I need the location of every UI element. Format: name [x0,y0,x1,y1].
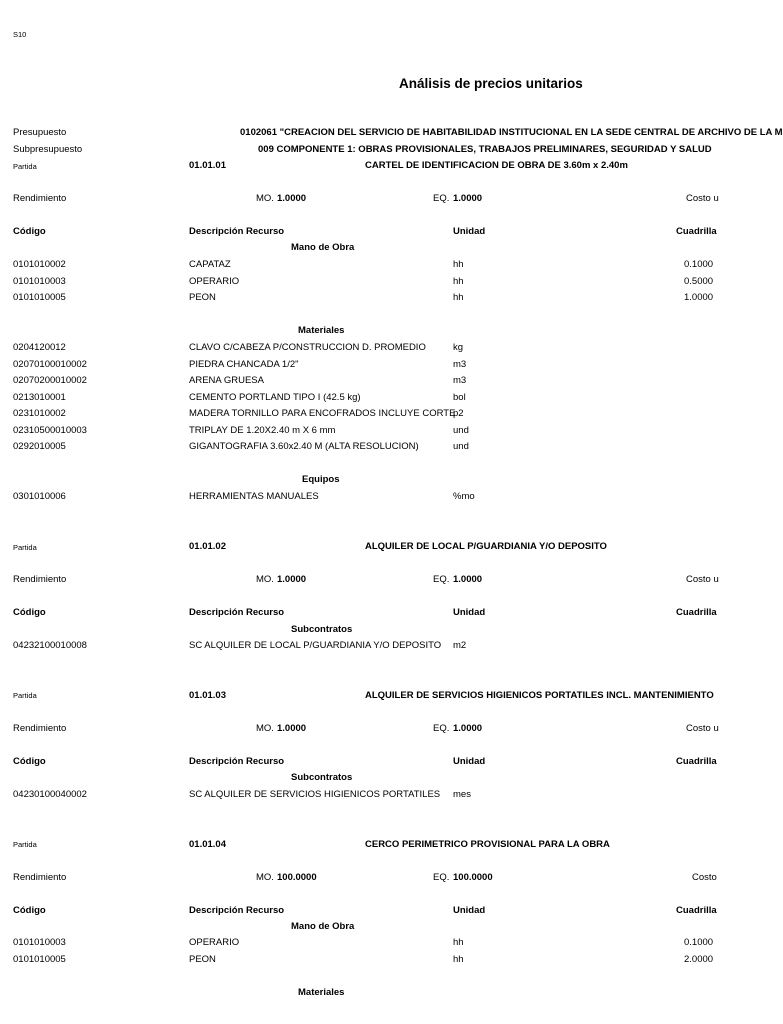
partida-code: 01.01.02 [189,541,226,552]
row-unidad: m3 [453,375,467,386]
row-cuadrilla: 2.0000 [684,954,714,965]
row-descripcion: CLAVO C/CABEZA P/CONSTRUCCION D. PROMEDIO [189,342,426,353]
row-codigo: 0101010005 [13,954,66,965]
row-descripcion: TRIPLAY DE 1.20X2.40 m X 6 mm [189,425,336,436]
row-codigo: 0301010006 [13,491,66,502]
row-descripcion: PEON [189,954,216,965]
eq-value: 1.0000 [453,723,483,734]
partida-name: CERCO PERIMETRICO PROVISIONAL PARA LA OBRA [365,839,610,850]
section-mano-de-obra: Mano de Obra [291,242,355,253]
row-descripcion: GIGANTOGRAFIA 3.60x2.40 M (ALTA RESOLUCION) [189,441,419,452]
row-codigo: 04230100040002 [13,789,87,800]
eq-label: EQ. [433,574,450,585]
col-header-cuadrilla: Cuadrilla [676,226,717,237]
row-codigo: 0292010005 [13,441,66,452]
row-codigo: 0101010003 [13,276,66,287]
row-descripcion: PIEDRA CHANCADA 1/2" [189,359,299,370]
page-title: Análisis de precios unitarios [399,76,583,91]
presupuesto-label: Presupuesto [13,127,67,138]
partida-label: Partida [13,162,37,171]
partida-name: ALQUILER DE SERVICIOS HIGIENICOS PORTATILES INCL. MANTENIMIENTO [365,690,714,701]
row-unidad: hh [453,259,464,270]
row-unidad: und [453,441,469,452]
row-unidad: hh [453,937,464,948]
presupuesto-value: 0102061 "CREACION DEL SERVICIO DE HABITABILIDAD INSTITUCIONAL EN LA SEDE CENTRAL DE ARCHIVO DE LA M [240,127,783,138]
section-subcontratos: Subcontratos [291,624,353,635]
col-header-cuadrilla: Cuadrilla [676,607,717,618]
eq-label: EQ. [433,872,450,883]
row-codigo: 02070200010002 [13,375,87,386]
row-descripcion: HERRAMIENTAS MANUALES [189,491,319,502]
section-equipos: Equipos [302,474,340,485]
col-header-descripcion: Descripción Recurso [189,905,285,916]
partida-code: 01.01.01 [189,160,226,171]
row-descripcion: OPERARIO [189,937,240,948]
partida-label: Partida [13,840,37,849]
row-descripcion: ARENA GRUESA [189,375,264,386]
partida-name: ALQUILER DE LOCAL P/GUARDIANIA Y/O DEPOSITO [365,541,607,552]
rendimiento-label: Rendimiento [13,872,67,883]
costo-label: Costo u [686,723,719,734]
mo-value: 1.0000 [277,723,307,734]
row-descripcion: CEMENTO PORTLAND TIPO I (42.5 kg) [189,392,361,403]
row-cuadrilla: 0.1000 [684,937,714,948]
row-codigo: 0213010001 [13,392,66,403]
row-unidad: hh [453,292,464,303]
row-descripcion: MADERA TORNILLO PARA ENCOFRADOS INCLUYE CORTE [189,408,456,419]
row-codigo: 0204120012 [13,342,66,353]
row-unidad: mes [453,789,471,800]
col-header-unidad: Unidad [453,756,486,767]
eq-label: EQ. [433,723,450,734]
row-codigo: 0101010003 [13,937,66,948]
row-descripcion: SC ALQUILER DE SERVICIOS HIGIENICOS PORTATILES [189,789,441,800]
mo-value: 1.0000 [277,574,307,585]
partida-label: Partida [13,691,37,700]
col-header-unidad: Unidad [453,226,486,237]
row-cuadrilla: 1.0000 [684,292,714,303]
eq-value: 1.0000 [453,193,483,204]
rendimiento-label: Rendimiento [13,723,67,734]
row-codigo: 04232100010008 [13,640,87,651]
section-materiales: Materiales [298,325,345,336]
row-cuadrilla: 0.1000 [684,259,714,270]
row-unidad: kg [453,342,464,353]
col-header-unidad: Unidad [453,905,486,916]
col-header-unidad: Unidad [453,607,486,618]
partida-code: 01.01.03 [189,690,226,701]
row-codigo: 0101010005 [13,292,66,303]
subpresupuesto-label: Subpresupuesto [13,144,83,155]
row-codigo: 02070100010002 [13,359,87,370]
row-cuadrilla: 0.5000 [684,276,714,287]
col-header-cuadrilla: Cuadrilla [676,756,717,767]
row-unidad: hh [453,276,464,287]
col-header-cuadrilla: Cuadrilla [676,905,717,916]
row-codigo: 0101010002 [13,259,66,270]
row-unidad: und [453,425,469,436]
rendimiento-label: Rendimiento [13,193,67,204]
partida-name: CARTEL DE IDENTIFICACION DE OBRA DE 3.60m x 2.40m [365,160,628,171]
partida-code: 01.01.04 [189,839,226,850]
col-header-codigo: Código [13,226,46,237]
report-code: S10 [13,30,27,39]
section-materiales: Materiales [298,987,345,998]
mo-label: MO. [256,872,274,883]
mo-label: MO. [256,193,274,204]
row-descripcion: PEON [189,292,216,303]
row-unidad: %mo [453,491,475,502]
costo-label: Costo u [686,193,719,204]
row-codigo: 02310500010003 [13,425,87,436]
eq-value: 1.0000 [453,574,483,585]
col-header-descripcion: Descripción Recurso [189,607,285,618]
col-header-codigo: Código [13,607,46,618]
eq-label: EQ. [433,193,450,204]
partida-label: Partida [13,543,37,552]
row-descripcion: OPERARIO [189,276,240,287]
mo-value: 1.0000 [277,193,307,204]
row-codigo: 0231010002 [13,408,66,419]
section-mano-de-obra: Mano de Obra [291,921,355,932]
costo-label: Costo u [686,574,719,585]
row-descripcion: CAPATAZ [189,259,231,270]
mo-value: 100.0000 [277,872,317,883]
col-header-descripcion: Descripción Recurso [189,226,285,237]
rendimiento-label: Rendimiento [13,574,67,585]
col-header-codigo: Código [13,756,46,767]
mo-label: MO. [256,574,274,585]
mo-label: MO. [256,723,274,734]
section-subcontratos: Subcontratos [291,772,353,783]
row-unidad: m2 [453,640,467,651]
row-unidad: hh [453,954,464,965]
row-unidad: m3 [453,359,467,370]
col-header-codigo: Código [13,905,46,916]
col-header-descripcion: Descripción Recurso [189,756,285,767]
row-unidad: p2 [453,408,464,419]
row-descripcion: SC ALQUILER DE LOCAL P/GUARDIANIA Y/O DEPOSITO [189,640,442,651]
row-unidad: bol [453,392,466,403]
costo-label: Costo [692,872,717,883]
subpresupuesto-value: 009 COMPONENTE 1: OBRAS PROVISIONALES, TRABAJOS PRELIMINARES, SEGURIDAD Y SALUD [258,144,712,155]
eq-value: 100.0000 [453,872,493,883]
